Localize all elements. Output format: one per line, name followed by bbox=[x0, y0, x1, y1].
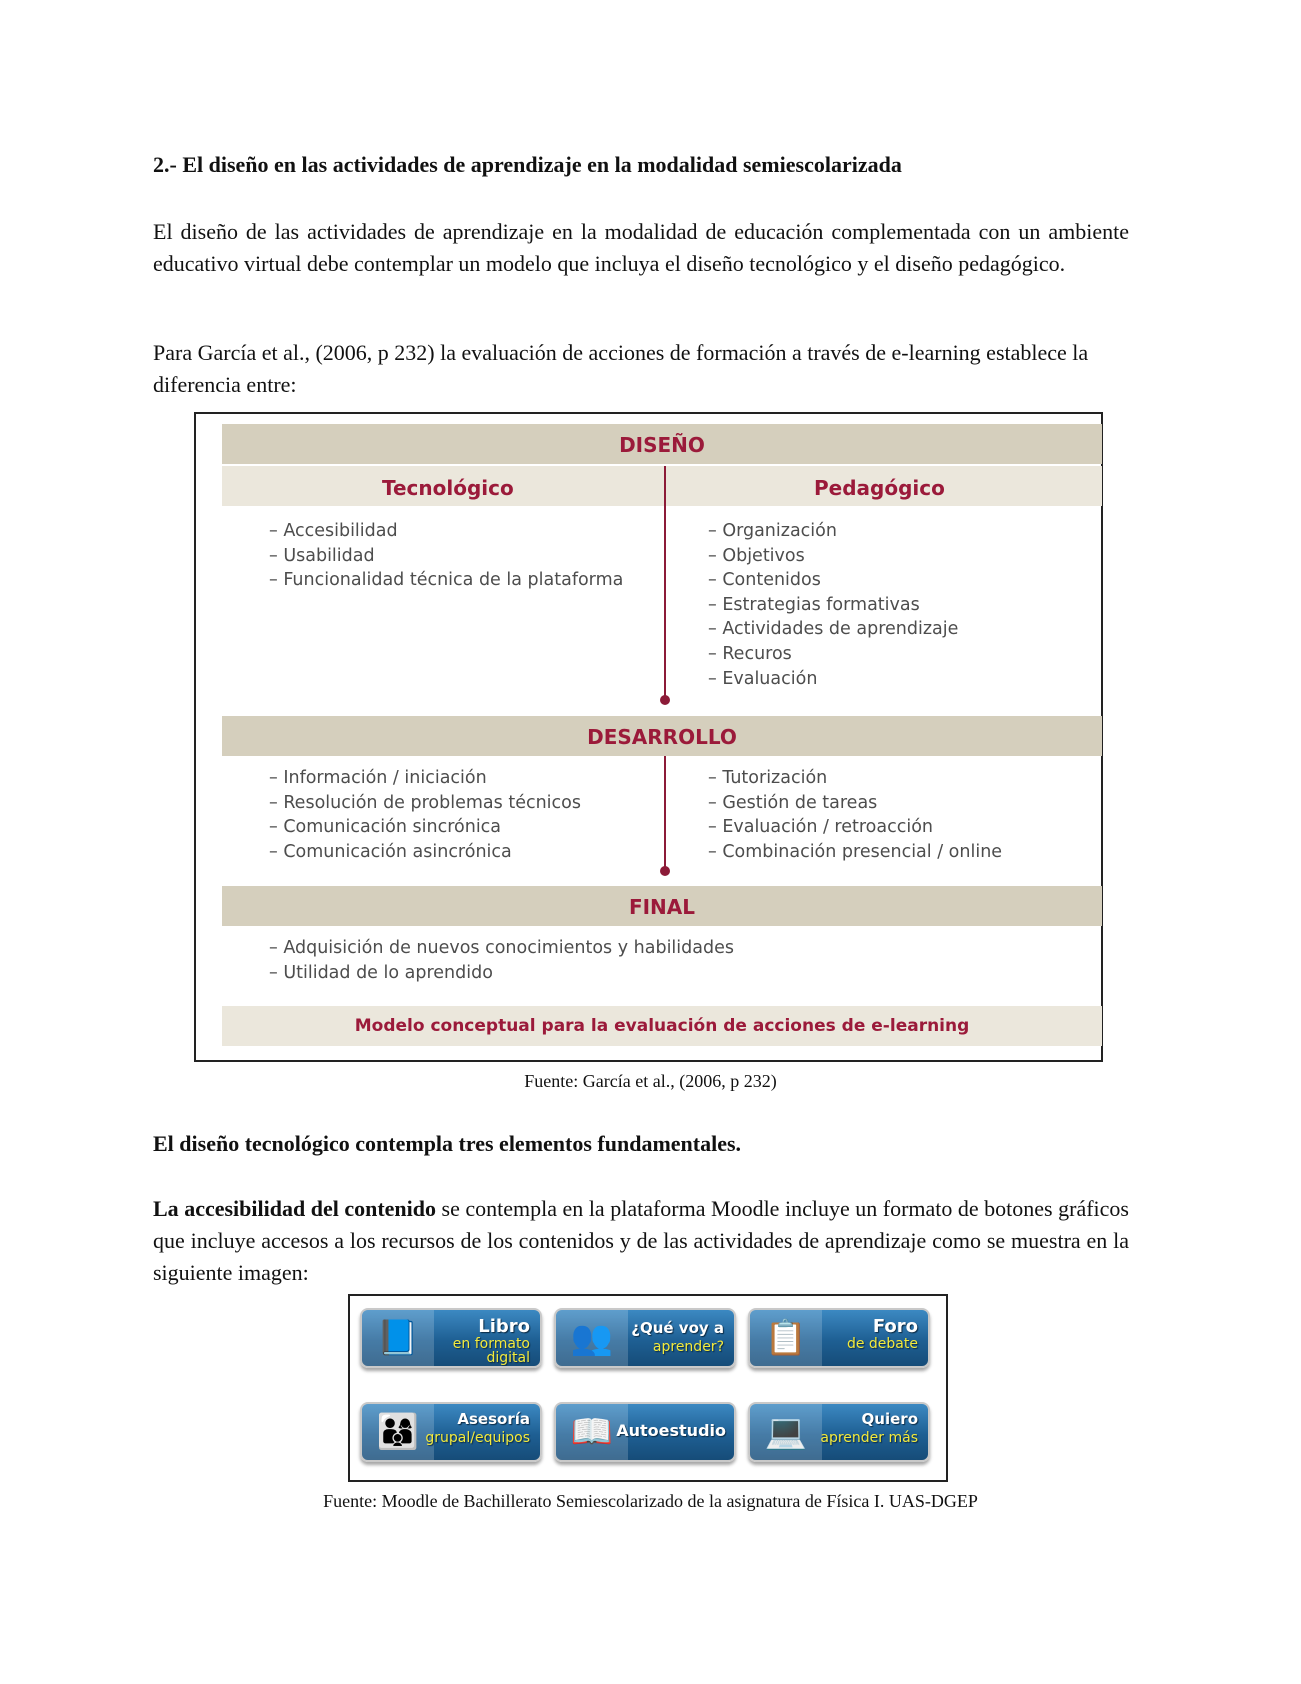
button-sublabel: aprender más bbox=[820, 1430, 918, 1446]
lectern-icon: 📋 bbox=[750, 1310, 822, 1366]
list-item: – Resolución de problemas técnicos bbox=[269, 792, 581, 813]
foro-button[interactable] bbox=[748, 1308, 930, 1368]
final-list bbox=[269, 936, 734, 985]
section-heading: 2.- El diseño en las actividades de aprendizaje en la modalidad semiescolarizada bbox=[153, 152, 902, 177]
list-item: – Tutorización bbox=[708, 768, 828, 788]
tecnologico-heading: Tecnológico bbox=[382, 476, 514, 500]
list-item: – Adquisición de nuevos conocimientos y habilidades bbox=[269, 938, 734, 958]
evaluation-model-diagram bbox=[194, 412, 1103, 1062]
list-item: – Evaluación bbox=[708, 668, 818, 689]
button-sublabel: grupal/equipos bbox=[425, 1430, 530, 1446]
list-item: – Combinación presencial / online bbox=[708, 841, 1003, 862]
button-label: Quiero bbox=[861, 1410, 918, 1428]
list-item: – Evaluación / retroacción bbox=[708, 817, 934, 838]
pedagogico-list bbox=[708, 519, 958, 691]
button-label: Autoestudio bbox=[616, 1421, 726, 1440]
paragraph-garcia: Para García et al., (2006, p 232) la evaluación de acciones de formación a través de e-learning establece la diferencia entre: bbox=[153, 340, 1089, 397]
diseno-title: DISEÑO bbox=[619, 433, 705, 457]
paragraph-rest: se contempla en la plataforma Moodle incluye un formato de botones gráficos que incluye accesos a los recursos de los contenidos y de las actividades de aprendizaje como se muestra en la siguiente imagen: bbox=[153, 1196, 1129, 1285]
libro-button[interactable] bbox=[360, 1308, 542, 1368]
desarrollo-band bbox=[222, 716, 1102, 756]
paragraph-accesibilidad bbox=[153, 1193, 1129, 1289]
list-item: – Funcionalidad técnica de la plataforma bbox=[269, 570, 624, 591]
list-item: – Contenidos bbox=[708, 570, 821, 591]
timeline-dot-2 bbox=[660, 866, 670, 876]
figure-caption-1: Fuente: García et al., (2006, p 232) bbox=[524, 1071, 777, 1091]
list-item: – Actividades de aprendizaje bbox=[708, 619, 959, 640]
quiero-aprender-mas-button[interactable] bbox=[748, 1402, 930, 1462]
study-icon: 📖 bbox=[556, 1404, 628, 1460]
button-label: Libro bbox=[478, 1316, 530, 1337]
paragraph-intro: El diseño de las actividades de aprendizaje en la modalidad de educación complementada con un ambiente educativo virtual debe contemplar un modelo que incluya el diseño tecnológico y el diseño pedagógico. bbox=[153, 219, 1129, 276]
autoestudio-button[interactable] bbox=[554, 1402, 736, 1462]
final-band bbox=[222, 886, 1102, 926]
button-sublabel: de debate bbox=[846, 1336, 918, 1352]
tecnologico-list bbox=[269, 519, 623, 593]
figure-caption-2: Fuente: Moodle de Bachillerato Semiescolarizado de la asignatura de Física I. UAS-DGEP bbox=[323, 1491, 978, 1511]
bold-term: La accesibilidad del contenido bbox=[153, 1196, 437, 1221]
moodle-buttons-panel bbox=[348, 1294, 948, 1482]
desarrollo-right-list bbox=[708, 766, 1002, 864]
diagram-footer: Modelo conceptual para la evaluación de acciones de e-learning bbox=[354, 1016, 970, 1036]
timeline-dot-1 bbox=[660, 695, 670, 705]
book-icon: 📘 bbox=[362, 1310, 434, 1366]
button-label: ¿Qué voy a bbox=[631, 1319, 724, 1337]
group-icon: 👨‍👩‍👦 bbox=[362, 1404, 434, 1460]
button-sublabel: en formato digital bbox=[452, 1336, 530, 1366]
list-item: – Comunicación asincrónica bbox=[269, 841, 512, 862]
pedagogico-heading: Pedagógico bbox=[814, 476, 945, 500]
list-item: – Objetivos bbox=[708, 545, 805, 566]
list-item: – Recuros bbox=[708, 643, 792, 664]
list-item: – Usabilidad bbox=[269, 545, 375, 566]
list-item: – Estrategias formativas bbox=[708, 594, 920, 615]
list-item: – Organización bbox=[708, 521, 837, 541]
laptop-icon: 💻 bbox=[750, 1404, 822, 1460]
columns-header-band bbox=[222, 466, 1102, 506]
diseno-band bbox=[222, 424, 1102, 464]
list-item: – Gestión de tareas bbox=[708, 792, 878, 813]
list-item: – Comunicación sincrónica bbox=[269, 817, 502, 838]
desarrollo-left-list bbox=[269, 766, 581, 864]
final-title: FINAL bbox=[628, 895, 696, 919]
que-voy-a-aprender-button[interactable] bbox=[554, 1308, 736, 1368]
subheading: El diseño tecnológico contempla tres elementos fundamentales. bbox=[153, 1131, 742, 1156]
timeline-line-top bbox=[664, 466, 666, 699]
timeline-line-bottom bbox=[664, 756, 666, 868]
asesoria-button[interactable] bbox=[360, 1402, 542, 1462]
button-sublabel: aprender? bbox=[652, 1339, 724, 1355]
diagram-footer-band bbox=[222, 1006, 1102, 1046]
list-item: – Accesibilidad bbox=[269, 521, 398, 541]
button-label: Asesoría bbox=[457, 1410, 530, 1428]
list-item: – Utilidad de lo aprendido bbox=[269, 962, 493, 983]
list-item: – Información / iniciación bbox=[269, 768, 487, 788]
button-label: Foro bbox=[872, 1316, 918, 1337]
desarrollo-title: DESARROLLO bbox=[587, 725, 737, 749]
students-icon: 👥 bbox=[556, 1310, 628, 1366]
